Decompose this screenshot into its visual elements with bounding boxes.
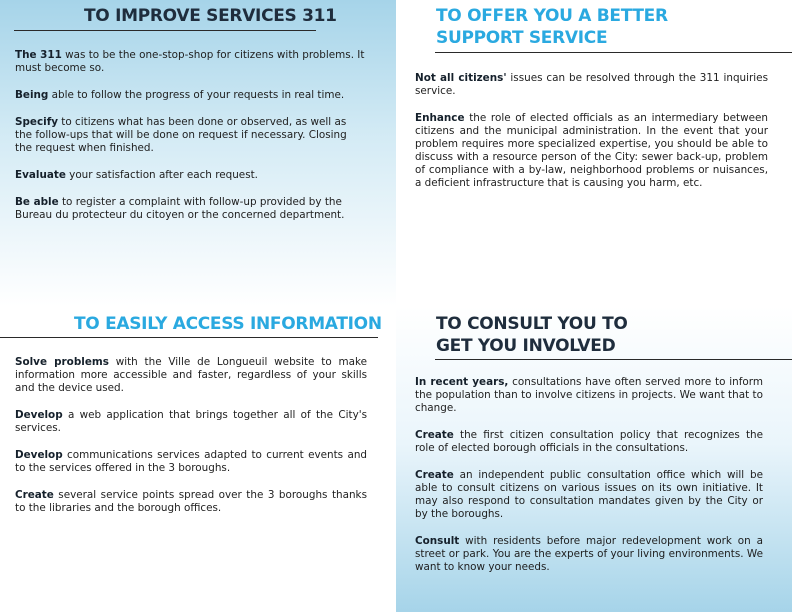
list-item: The 311 was to be the one-stop-shop for citizens with problems. It must become so. <box>15 49 365 74</box>
improve-services-panel <box>0 0 396 306</box>
list-item: Create the first citizen consultation policy that recognizes the role of elected borough officials in the consultations. <box>415 429 763 454</box>
consult-title: TO CONSULT YOU TO GET YOU INVOLVED <box>436 314 628 356</box>
list-item: Being able to follow the progress of your requests in real time. <box>15 89 345 101</box>
title-underline <box>435 52 792 53</box>
list-item: Solve problems with the Ville de Longueuil website to make information more accessible and faster, regardless of your skills and the device used. <box>15 356 367 394</box>
access-information-panel <box>0 306 396 612</box>
support-service-panel <box>396 0 792 306</box>
support-service-list <box>415 72 768 204</box>
improve-services-list <box>15 49 366 236</box>
access-information-list <box>15 356 367 529</box>
title-underline <box>14 30 316 31</box>
access-information-title: TO EASILY ACCESS INFORMATION <box>74 314 382 334</box>
list-item: In recent years, consultations have often served more to inform the population than to involve citizens in projects. We want that to change. <box>415 376 763 414</box>
list-item: Be able to register a complaint with follow-up provided by the Bureau du protecteur du citoyen or the concerned department. <box>15 196 345 221</box>
list-item: Create several service points spread over the 3 boroughs thanks to the libraries and the borough offices. <box>15 489 367 514</box>
title-underline <box>0 337 378 338</box>
improve-services-title: TO IMPROVE SERVICES 311 <box>84 6 337 26</box>
consult-list <box>415 376 763 588</box>
title-underline <box>435 359 792 360</box>
list-item: Create an independent public consultation office which will be able to consult citizens on various issues on its own initiative. It may also respond to consultation mandates given by the City or by the boroughs. <box>415 469 763 520</box>
list-item: Consult with residents before major redevelopment work on a street or park. You are the experts of your living environments. We want to know your needs. <box>415 535 763 573</box>
consult-panel <box>396 306 792 612</box>
list-item: Evaluate your satisfaction after each request. <box>15 169 258 181</box>
list-item: Specify to citizens what has been done or observed, as well as the follow-ups that will be done on request if necessary. Closing the request when finished. <box>15 116 347 154</box>
support-service-title: TO OFFER YOU A BETTER SUPPORT SERVICE <box>436 6 668 48</box>
list-item: Develop a web application that brings together all of the City's services. <box>15 409 367 434</box>
list-item: Not all citizens' issues can be resolved through the 311 inquiries service. <box>415 72 768 97</box>
list-item: Enhance the role of elected officials as an intermediary between citizens and the municipal administration. In the event that your problem requires more specialized expertise, you should be able to discuss with a resource person of the City: sewer back-up, problem of compliance with a by-law, neighborhood problems or nuisances, a deficient infrastructure that is causing you harm, etc. <box>415 112 768 189</box>
list-item: Develop communications services adapted to current events and to the services offered in the 3 boroughs. <box>15 449 367 474</box>
